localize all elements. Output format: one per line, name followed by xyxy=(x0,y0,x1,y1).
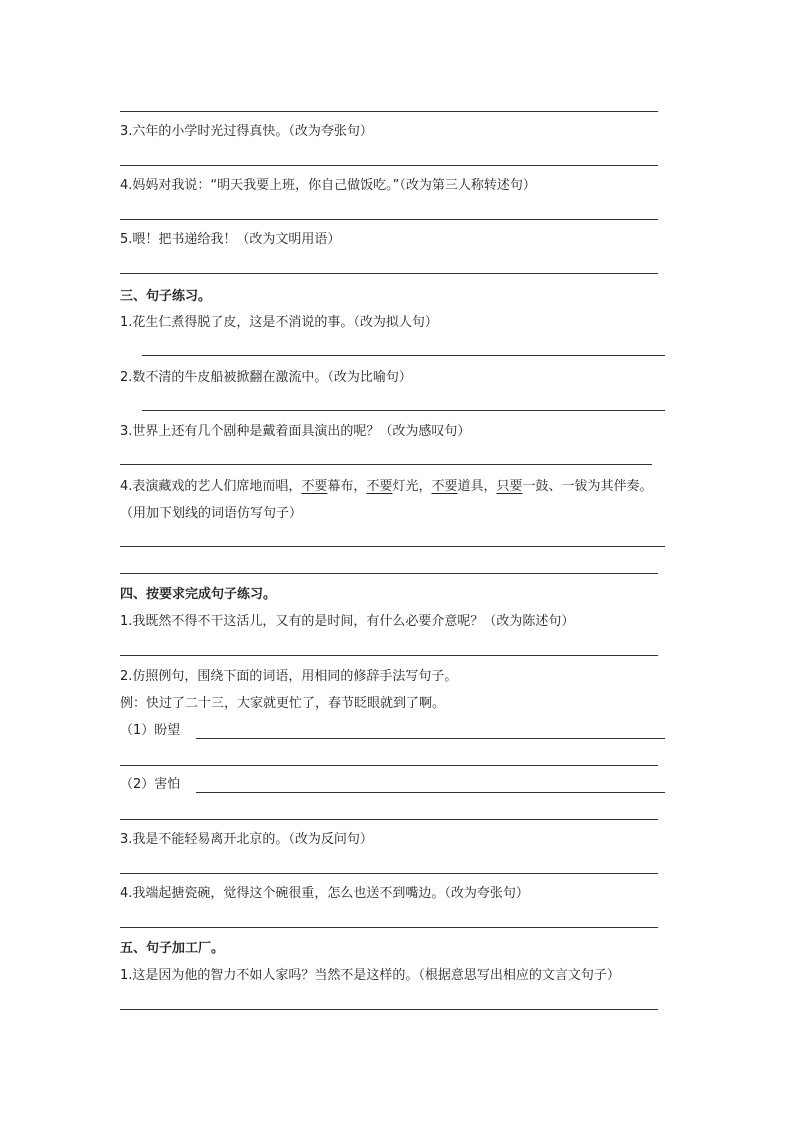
question-5-1: 1.这是因为他的智力不如人家吗？当然不是这样的。（根据意思写出相应的文言文句子） xyxy=(120,968,620,983)
question-3-4-note: （用加下划线的词语仿写句子） xyxy=(120,506,303,521)
sentence-text: 幕布， xyxy=(327,479,367,494)
answer-line[interactable] xyxy=(142,355,665,356)
section-4-title: 四、按要求完成句子练习。 xyxy=(120,587,277,602)
question-4-1: 1.我既然不得不干这活儿，又有的是时间，有什么必要介意呢？（改为陈述句） xyxy=(120,614,575,629)
answer-line[interactable] xyxy=(120,273,658,274)
sentence-text: 4.表演藏戏的艺人们席地而唱， xyxy=(120,479,302,494)
answer-line[interactable] xyxy=(142,410,665,411)
answer-line[interactable] xyxy=(120,655,658,656)
answer-line[interactable] xyxy=(120,927,658,928)
answer-line[interactable] xyxy=(120,219,658,220)
underlined-word: 不要 xyxy=(366,479,393,494)
section-5-title: 五、句子加工厂。 xyxy=(120,941,225,956)
sentence-text: 一鼓、一钹为其伴奏。 xyxy=(522,479,653,494)
question-2-5: 5.喂！把书递给我！（改为文明用语） xyxy=(120,232,341,247)
answer-line[interactable] xyxy=(196,792,665,793)
answer-line[interactable] xyxy=(120,464,652,465)
question-4-4: 4.我端起搪瓷碗，觉得这个碗很重，怎么也送不到嘴边。（改为夸张句） xyxy=(120,886,529,901)
question-4-2-item-2: （2）害怕 xyxy=(120,777,181,792)
question-2-3: 3.六年的小学时光过得真快。（改为夸张句） xyxy=(120,124,373,139)
answer-line[interactable] xyxy=(120,873,658,874)
answer-line[interactable] xyxy=(120,573,658,574)
question-3-2: 2.数不清的牛皮船被掀翻在激流中。（改为比喻句） xyxy=(120,370,412,385)
answer-line[interactable] xyxy=(120,165,658,166)
answer-line[interactable] xyxy=(120,1009,658,1010)
question-4-2: 2.仿照例句，围绕下面的词语，用相同的修辞手法写句子。 xyxy=(120,669,458,684)
answer-line[interactable] xyxy=(120,111,658,112)
question-4-2-item-1: （1）盼望 xyxy=(120,723,181,738)
section-3-title: 三、句子练习。 xyxy=(120,289,212,304)
question-2-4: 4.妈妈对我说：“明天我要上班，你自己做饭吃。”（改为第三人称转述句） xyxy=(120,178,536,193)
answer-line[interactable] xyxy=(120,819,658,820)
sentence-text: 灯光， xyxy=(392,479,432,494)
answer-line[interactable] xyxy=(120,765,658,766)
question-3-3: 3.世界上还有几个剧种是戴着面具演出的呢？（改为感叹句） xyxy=(120,424,471,439)
answer-line[interactable] xyxy=(120,546,665,547)
question-4-3: 3.我是不能轻易离开北京的。（改为反问句） xyxy=(120,832,373,847)
question-3-4 xyxy=(120,478,653,496)
answer-line[interactable] xyxy=(196,738,665,739)
question-4-2-example: 例：快过了二十三，大家就更忙了，春节眨眼就到了啊。 xyxy=(120,696,446,711)
underlined-word: 不要 xyxy=(431,479,458,494)
sentence-text: 道具， xyxy=(457,479,497,494)
underlined-word: 不要 xyxy=(301,479,328,494)
question-3-1: 1.花生仁煮得脱了皮，这是不消说的事。（改为拟人句） xyxy=(120,315,438,330)
underlined-word: 只要 xyxy=(496,479,523,494)
